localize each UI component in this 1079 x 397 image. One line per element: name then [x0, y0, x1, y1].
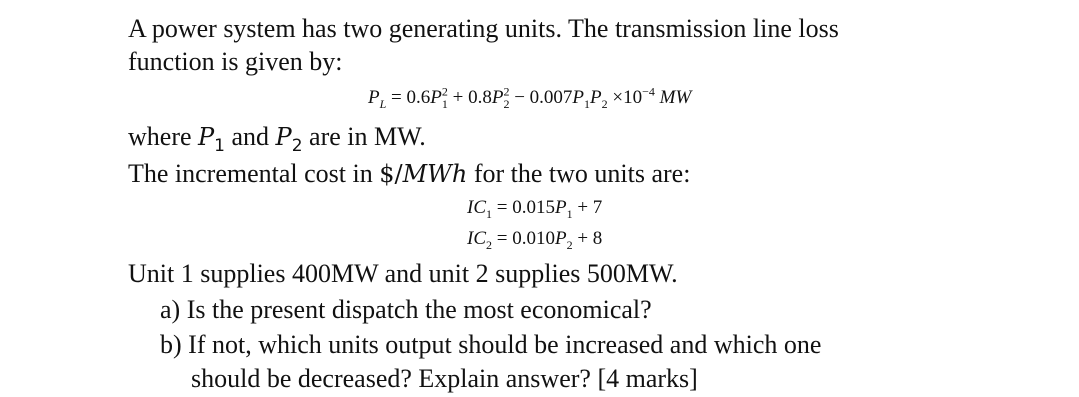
where-text-1: where: [128, 122, 199, 151]
eq-term1-pow: 2: [441, 84, 448, 99]
ic2-var-sub: 2: [566, 237, 573, 252]
eq-term3-sub2: 2: [601, 96, 608, 111]
ic1-equation: $IC_1 = 0.015P_1 + 7$: [467, 197, 603, 221]
where-text-2: and: [225, 122, 276, 151]
ic-intro-unit-var: MWh: [402, 160, 468, 188]
where-sub2: 2: [291, 136, 303, 156]
ic-intro-text-2: for the two units are:: [467, 159, 691, 188]
eq-scale-exp: −4: [642, 84, 655, 99]
ic1-var: P: [554, 197, 567, 218]
eq-term1-coef: 0.6: [406, 87, 431, 108]
where-var2: P: [275, 123, 292, 151]
eq-term3-var1: P: [572, 87, 585, 108]
eq-term3-coef: 0.007: [529, 87, 573, 108]
ic2-const: 8: [592, 228, 603, 249]
eq-scale-base: 10: [623, 87, 643, 108]
supply-line: Unit 1 supplies 400MW and unit 2 supplies 500MW.: [128, 259, 678, 288]
ic2-var: P: [554, 228, 567, 249]
ic2-coef: 0.010: [512, 228, 555, 249]
eq-lhs-var: P: [368, 87, 380, 108]
intro-line-1: A power system has two generating units. The transmission line loss: [128, 14, 839, 43]
question-b-line-2: should be decreased? Explain answer? [4 marks]: [191, 364, 698, 393]
ic-intro-text-1: The incremental cost in: [128, 159, 380, 188]
intro-line-2: function is given by:: [128, 47, 343, 76]
question-a: a) Is the present dispatch the most economical?: [160, 295, 652, 324]
eq-term1-var: P: [430, 87, 442, 108]
ic2-equation: $IC_2 = 0.010P_2 + 8$: [467, 228, 603, 252]
eq-unit: MW: [659, 87, 692, 108]
eq-term2-sub: 2: [503, 96, 510, 111]
ic2-lhs: IC: [467, 228, 486, 249]
where-var1: P: [198, 123, 215, 151]
eq-term1-sub: 1: [441, 96, 448, 111]
ic1-lhs: IC: [467, 197, 486, 218]
ic1-var-sub: 1: [566, 206, 573, 221]
eq-term2-coef: 0.8: [468, 87, 492, 108]
where-line: [128, 122, 426, 161]
ic-intro-unit: $/: [379, 160, 403, 188]
eq-term2-pow: 2: [503, 84, 510, 99]
eq-term3-sub1: 1: [584, 96, 591, 111]
where-text-3: are in MW.: [302, 122, 426, 151]
eq-lhs-sub: L: [379, 96, 387, 111]
ic1-lhs-sub: 1: [486, 206, 492, 221]
ic-intro-line: [128, 159, 690, 189]
ic1-const: 7: [592, 197, 603, 218]
ic2-lhs-sub: 2: [486, 237, 492, 252]
eq-term2-var: P: [491, 87, 504, 108]
eq-term3-var2: P: [590, 87, 602, 108]
where-sub1: 1: [214, 136, 225, 156]
question-b-line-1: b) If not, which units output should be increased and which one: [160, 330, 822, 359]
loss-equation: $P_L = 0.6P^2_1 + 0.8P^2_2 - 0.007P_1P_2 \times 10^{-4}$ MW: [368, 84, 692, 111]
ic1-coef: 0.015: [512, 197, 555, 218]
